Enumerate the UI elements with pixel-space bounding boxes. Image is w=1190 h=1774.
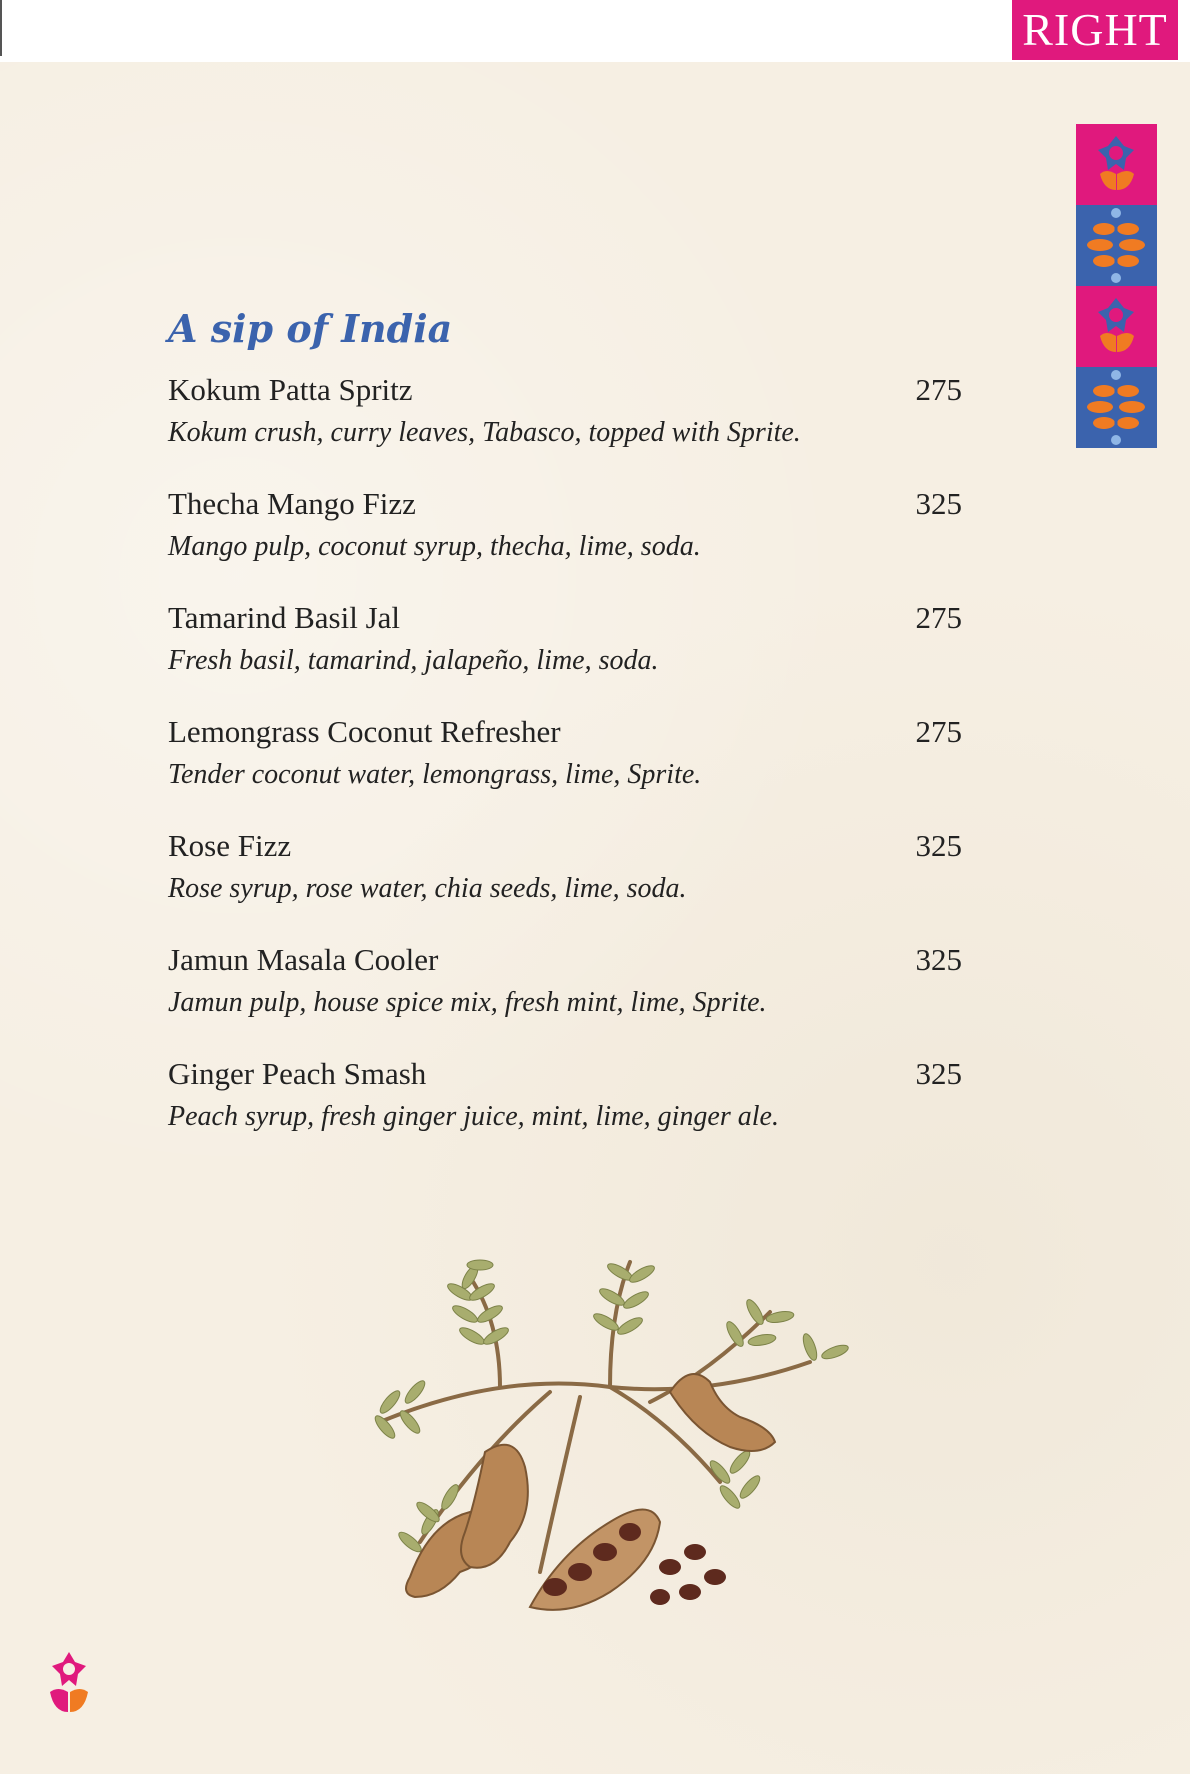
section-title: A sip of India	[168, 306, 453, 351]
item-name: Ginger Peach Smash	[168, 1056, 427, 1091]
item-price: 275	[915, 600, 962, 635]
menu-item	[168, 486, 962, 600]
item-name: Thecha Mango Fizz	[168, 486, 416, 521]
item-description: Kokum crush, curry leaves, Tabasco, topped with Sprite.	[168, 417, 801, 448]
item-price: 325	[915, 828, 962, 863]
flower-tile-icon	[1076, 124, 1157, 205]
item-price: 275	[915, 714, 962, 749]
page-edge	[0, 0, 2, 56]
item-name: Kokum Patta Spritz	[168, 372, 413, 407]
item-name: Lemongrass Coconut Refresher	[168, 714, 561, 749]
item-description: Tender coconut water, lemongrass, lime, Sprite.	[168, 759, 702, 790]
item-price: 325	[915, 486, 962, 521]
corner-flower-icon	[44, 1650, 94, 1730]
menu-item	[168, 372, 962, 486]
menu-item	[168, 600, 962, 714]
tamarind-illustration	[250, 1222, 942, 1682]
item-price: 275	[915, 372, 962, 407]
item-price: 325	[915, 1056, 962, 1091]
flower-tile-icon	[1076, 286, 1157, 367]
menu-item	[168, 1056, 962, 1170]
page-side-tab: RIGHT	[1012, 0, 1178, 60]
item-price: 325	[915, 942, 962, 977]
menu-item	[168, 828, 962, 942]
item-description: Mango pulp, coconut syrup, thecha, lime, soda.	[168, 531, 701, 562]
item-description: Peach syrup, fresh ginger juice, mint, lime, ginger ale.	[168, 1101, 779, 1132]
decorative-tiles	[1076, 124, 1157, 448]
item-name: Tamarind Basil Jal	[168, 600, 401, 635]
item-description: Jamun pulp, house spice mix, fresh mint, lime, Sprite.	[168, 987, 767, 1018]
item-name: Rose Fizz	[168, 828, 292, 863]
item-description: Rose syrup, rose water, chia seeds, lime, soda.	[168, 873, 687, 904]
item-description: Fresh basil, tamarind, jalapeño, lime, soda.	[168, 645, 659, 676]
leaf-tile-icon	[1076, 205, 1157, 286]
item-name: Jamun Masala Cooler	[168, 942, 439, 977]
leaf-tile-icon	[1076, 367, 1157, 448]
menu-list	[168, 372, 962, 1170]
menu-item	[168, 714, 962, 828]
menu-item	[168, 942, 962, 1056]
